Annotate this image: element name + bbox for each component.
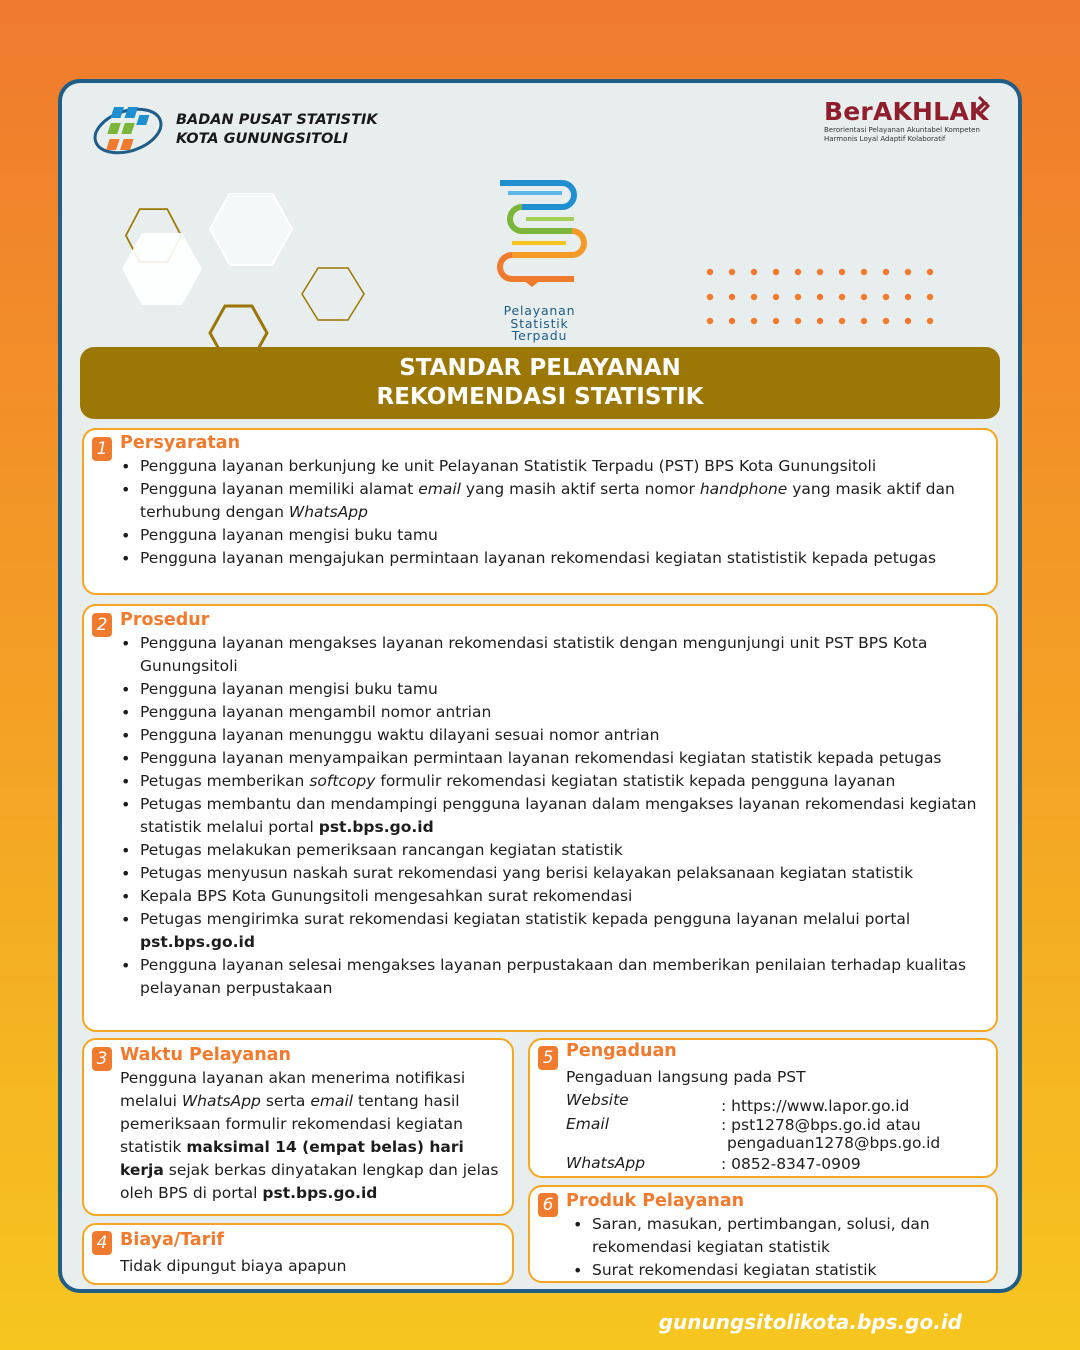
text-run: Pengguna layanan mengisi buku tamu: [140, 526, 438, 544]
section-title-waktu-pelayanan: Waktu Pelayanan: [120, 1045, 291, 1065]
text-run: Petugas menyusun naskah surat rekomendasi yang berisi kelayakan pelaksanaan kegiatan statistik: [140, 864, 914, 882]
list-item: [120, 455, 990, 478]
list-item: [120, 885, 990, 908]
text-run: serta: [260, 1092, 311, 1110]
list-item: [120, 862, 990, 885]
list-item: [120, 839, 990, 862]
page-title-line2: REKOMENDASI STATISTIK: [376, 384, 704, 410]
italic-term: WhatsApp: [181, 1092, 261, 1110]
text-run: Pengguna layanan mengajukan permintaan layanan rekomendasi kegiatan statististik kepada petugas: [140, 549, 937, 567]
text-run: Saran, masukan, pertimbangan, solusi, dan rekomendasi kegiatan statistik: [592, 1215, 930, 1256]
section-number-2: 2: [92, 613, 112, 637]
text-run: yang masik aktif dan terhubung dengan: [140, 480, 955, 521]
bold-term[interactable]: pst.bps.go.id: [318, 818, 434, 836]
text-run: Petugas melakukan pemeriksaan rancangan kegiatan statistik: [140, 841, 623, 859]
list-persyaratan: [120, 455, 990, 570]
text-run: Pengguna layanan selesai mengakses layanan perpustakaan dan memberikan penilaian terhadap kualitas pelayanan perpustakaan: [140, 956, 967, 997]
section-title-prosedur: Prosedur: [120, 610, 210, 630]
bold-term[interactable]: pst.bps.go.id: [262, 1184, 378, 1202]
list-item: [120, 954, 990, 1000]
text-run: tentang hasil pemeriksaan formulir rekomendasi kegiatan statistik: [120, 1092, 463, 1156]
text-run: Pengguna layanan mengisi buku tamu: [140, 680, 438, 698]
section-number-1: 1: [92, 437, 112, 461]
section-number-5: 5: [538, 1046, 558, 1070]
list-item: [120, 701, 990, 724]
waktu-pelayanan-text: [120, 1067, 512, 1205]
section-title-pengaduan: Pengaduan: [566, 1041, 677, 1061]
org-name-line1: BADAN PUSAT STATISTIK: [176, 112, 378, 128]
italic-term: WhatsApp: [288, 503, 368, 521]
italic-term: handphone: [699, 480, 788, 498]
text-run: formulir rekomendasi kegiatan statistik kepada pengguna layanan: [375, 772, 896, 790]
text-run: Pengguna layanan mengakses layanan rekomendasi statistik dengan mengunjungi unit PST BPS Kota Gunungsitoli: [140, 634, 928, 675]
whatsapp-value[interactable]: : 0852-8347-0909: [721, 1155, 861, 1173]
bold-term[interactable]: pst.bps.go.id: [140, 933, 255, 951]
whatsapp-label: WhatsApp: [566, 1154, 646, 1172]
section-number-3: 3: [92, 1047, 112, 1071]
page-title-line1: STANDAR PELAYANAN: [399, 355, 681, 381]
section-number-6: 6: [538, 1193, 558, 1217]
org-name-line2: KOTA GUNUNGSITOLI: [176, 131, 348, 147]
list-item: [120, 724, 990, 747]
section-title-persyaratan: Persyaratan: [120, 433, 241, 453]
berakhlak-title-text: BerAKHLAK: [824, 97, 989, 126]
italic-term: email: [310, 1092, 354, 1110]
section-number-4: 4: [92, 1231, 112, 1255]
text-run: Petugas mengirimka surat rekomendasi kegiatan statistik kepada pengguna layanan melalui portal: [140, 910, 911, 928]
text-run: Pengguna layanan menyampaikan permintaan layanan rekomendasi kegiatan statistik kepada petugas: [140, 749, 942, 767]
section-title-produk-pelayanan: Produk Pelayanan: [566, 1191, 745, 1211]
list-produk-pelayanan: [572, 1213, 972, 1282]
email-value-1[interactable]: : pst1278@bps.go.id atau: [721, 1116, 921, 1134]
footer-website-link[interactable]: gunungsitolikota.bps.go.id: [658, 1310, 962, 1334]
list-item: [120, 793, 990, 839]
italic-term: softcopy: [309, 772, 376, 790]
text-run: sejak berkas dinyatakan lengkap dan jelas oleh BPS di portal: [120, 1161, 499, 1202]
email-value-2[interactable]: pengaduan1278@bps.go.id: [727, 1134, 941, 1152]
berakhlak-logo: [824, 97, 992, 144]
list-item: [120, 478, 990, 524]
website-value[interactable]: : https://www.lapor.go.id: [721, 1097, 910, 1115]
text-run: Petugas membantu dan mendampingi pengguna layanan dalam mengakses layanan rekomendasi kegiatan statistik melalui portal: [140, 795, 977, 836]
list-item: [572, 1259, 972, 1282]
info-card: [58, 79, 1022, 1293]
pst-line2: Statistik: [510, 315, 569, 331]
decorative-hexagons: [112, 193, 372, 363]
email-label: Email: [566, 1115, 610, 1133]
italic-term: email: [418, 480, 461, 498]
text-run: Petugas memberikan: [140, 772, 310, 790]
pst-line1: Pelayanan: [503, 303, 576, 318]
bold-term: maksimal 14 (empat belas) hari kerja: [120, 1138, 464, 1179]
pst-logo-text: [482, 305, 597, 343]
text-run: Pengguna layanan mengambil nomor antrian: [140, 703, 492, 721]
berakhlak-title: [824, 97, 992, 126]
biaya-tarif-text: Tidak dipungut biaya apapun: [120, 1257, 347, 1275]
text-run: Pengguna layanan memiliki alamat: [140, 480, 419, 498]
berakhlak-subtitle-2: Harmonis Loyal Adaptif Kolaboratif: [824, 135, 946, 143]
chevron-right-icon: [976, 95, 992, 117]
pengaduan-contacts: [566, 1091, 986, 1175]
list-item: [572, 1213, 972, 1259]
list-item: [120, 770, 990, 793]
decorative-dots: [706, 267, 936, 327]
list-prosedur: [120, 632, 990, 1000]
pst-line3: Terpadu: [511, 328, 568, 343]
section-title-biaya-tarif: Biaya/Tarif: [120, 1230, 224, 1250]
website-label: Website: [566, 1091, 629, 1109]
text-run: Kepala BPS Kota Gunungsitoli mengesahkan surat rekomendasi: [140, 887, 633, 905]
bps-logo-icon: [92, 101, 168, 161]
pst-logo-icon: [492, 175, 592, 287]
list-item: [120, 632, 990, 678]
text-run: Surat rekomendasi kegiatan statistik: [592, 1261, 877, 1279]
list-item: [120, 747, 990, 770]
pengaduan-intro: Pengaduan langsung pada PST: [566, 1068, 806, 1086]
text-run: Pengguna layanan menunggu waktu dilayani sesuai nomor antrian: [140, 726, 660, 744]
text-run: Pengguna layanan akan menerima notifikasi melalui: [120, 1069, 466, 1110]
berakhlak-subtitle-1: Berorientasi Pelayanan Akuntabel Kompeten: [824, 126, 980, 134]
list-item: [120, 678, 990, 701]
page-title: [80, 347, 1000, 419]
list-item: [120, 524, 990, 547]
text-run: yang masih aktif serta nomor: [460, 480, 700, 498]
list-item: [120, 908, 990, 954]
org-name: [176, 111, 378, 149]
text-run: Pengguna layanan berkunjung ke unit Pelayanan Statistik Terpadu (PST) BPS Kota Gunungsitoli: [140, 457, 877, 475]
list-item: [120, 547, 990, 570]
